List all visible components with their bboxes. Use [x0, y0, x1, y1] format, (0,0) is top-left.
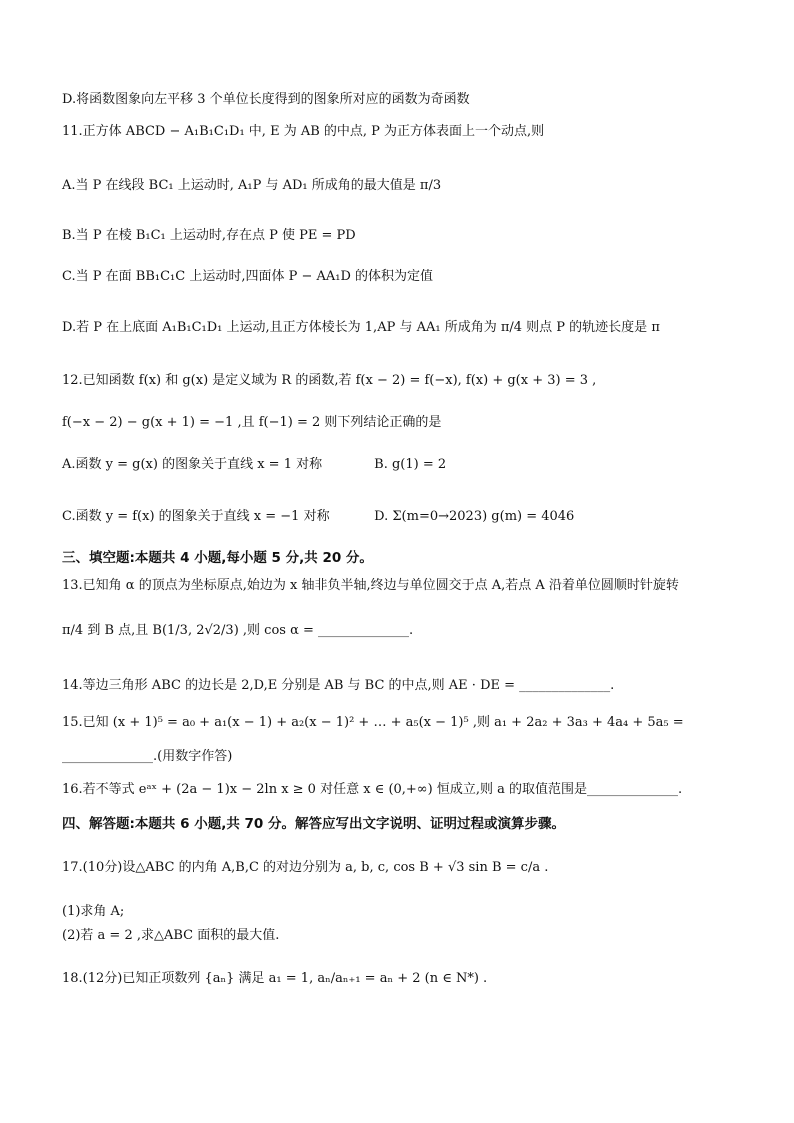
question-11-option-a: A.当 P 在线段 BC₁ 上运动时, A₁P 与 AD₁ 所成角的最大值是 π/3: [62, 178, 442, 193]
question-17-stem: 17.(10分)设△ABC 的内角 A,B,C 的对边分别为 a, b, c, cos B + √3 sin B = c/a .: [62, 860, 549, 875]
question-11-option-c: C.当 P 在面 BB₁C₁C 上运动时,四面体 P − AA₁D 的体积为定值: [62, 269, 434, 284]
question-14: 14.等边三角形 ABC 的边长是 2,D,E 分别是 AB 与 BC 的中点,则 AE · DE = ______________.: [62, 678, 615, 693]
question-12-option-b: B. g(1) = 2: [374, 457, 447, 472]
question-12-option-d: D. Σ(m=0→2023) g(m) = 4046: [374, 509, 575, 524]
question-17-part-1: (1)求角 A;: [62, 904, 125, 919]
question-11-option-b: B.当 P 在棱 B₁C₁ 上运动时,存在点 P 使 PE = PD: [62, 228, 356, 243]
section-3-heading: 三、填空题:本题共 4 小题,每小题 5 分,共 20 分。: [62, 550, 373, 566]
question-12-options-ab: [62, 456, 446, 474]
question-11-stem: 11.正方体 ABCD − A₁B₁C₁D₁ 中, E 为 AB 的中点, P 为正方体表面上一个动点,则: [62, 124, 545, 139]
question-12-stem: 12.已知函数 f(x) 和 g(x) 是定义域为 R 的函数,若 f(x − 2) = f(−x), f(x) + g(x + 3) = 3 ,: [62, 373, 597, 388]
question-15-stem: 15.已知 (x + 1)⁵ = a₀ + a₁(x − 1) + a₂(x − 1)² + … + a₅(x − 1)⁵ ,则 a₁ + 2a₂ + 3a₃ + 4a₄ + 5a₅ =: [62, 715, 684, 730]
section-4-heading: 四、解答题:本题共 6 小题,共 70 分。解答应写出文字说明、证明过程或演算步骤。: [62, 816, 566, 832]
question-11-option-d: D.若 P 在上底面 A₁B₁C₁D₁ 上运动,且正方体棱长为 1,AP 与 AA₁ 所成角为 π/4 则点 P 的轨迹长度是 π: [62, 320, 660, 335]
question-12-option-a: A.函数 y = g(x) 的图象关于直线 x = 1 对称: [62, 457, 323, 472]
question-12-stem-2: f(−x − 2) − g(x + 1) = −1 ,且 f(−1) = 2 则下列结论正确的是: [62, 415, 442, 430]
question-16: 16.若不等式 eᵃˣ + (2a − 1)x − 2ln x ≥ 0 对任意 x ∈ (0,+∞) 恒成立,则 a 的取值范围是______________.: [62, 782, 683, 797]
option-d-q10: D.将函数图象向左平移 3 个单位长度得到的图象所对应的函数为奇函数: [62, 92, 470, 107]
question-13-stem-2: π/4 到 B 点,且 B(1/3, 2√2/3) ,则 cos α = ______________.: [62, 623, 414, 638]
question-17-part-2: (2)若 a = 2 ,求△ABC 面积的最大值.: [62, 928, 280, 943]
question-13-stem: 13.已知角 α 的顶点为坐标原点,始边为 x 轴非负半轴,终边与单位圆交于点 A,若点 A 沿着单位圆顺时针旋转: [62, 578, 679, 593]
question-18-stem: 18.(12分)已知正项数列 {aₙ} 满足 a₁ = 1, aₙ/aₙ₊₁ = aₙ + 2 (n ∈ N*) .: [62, 971, 488, 986]
question-12-options-cd: [62, 508, 574, 526]
question-15-stem-2: ______________.(用数字作答): [62, 749, 233, 764]
question-12-option-c: C.函数 y = f(x) 的图象关于直线 x = −1 对称: [62, 509, 330, 524]
